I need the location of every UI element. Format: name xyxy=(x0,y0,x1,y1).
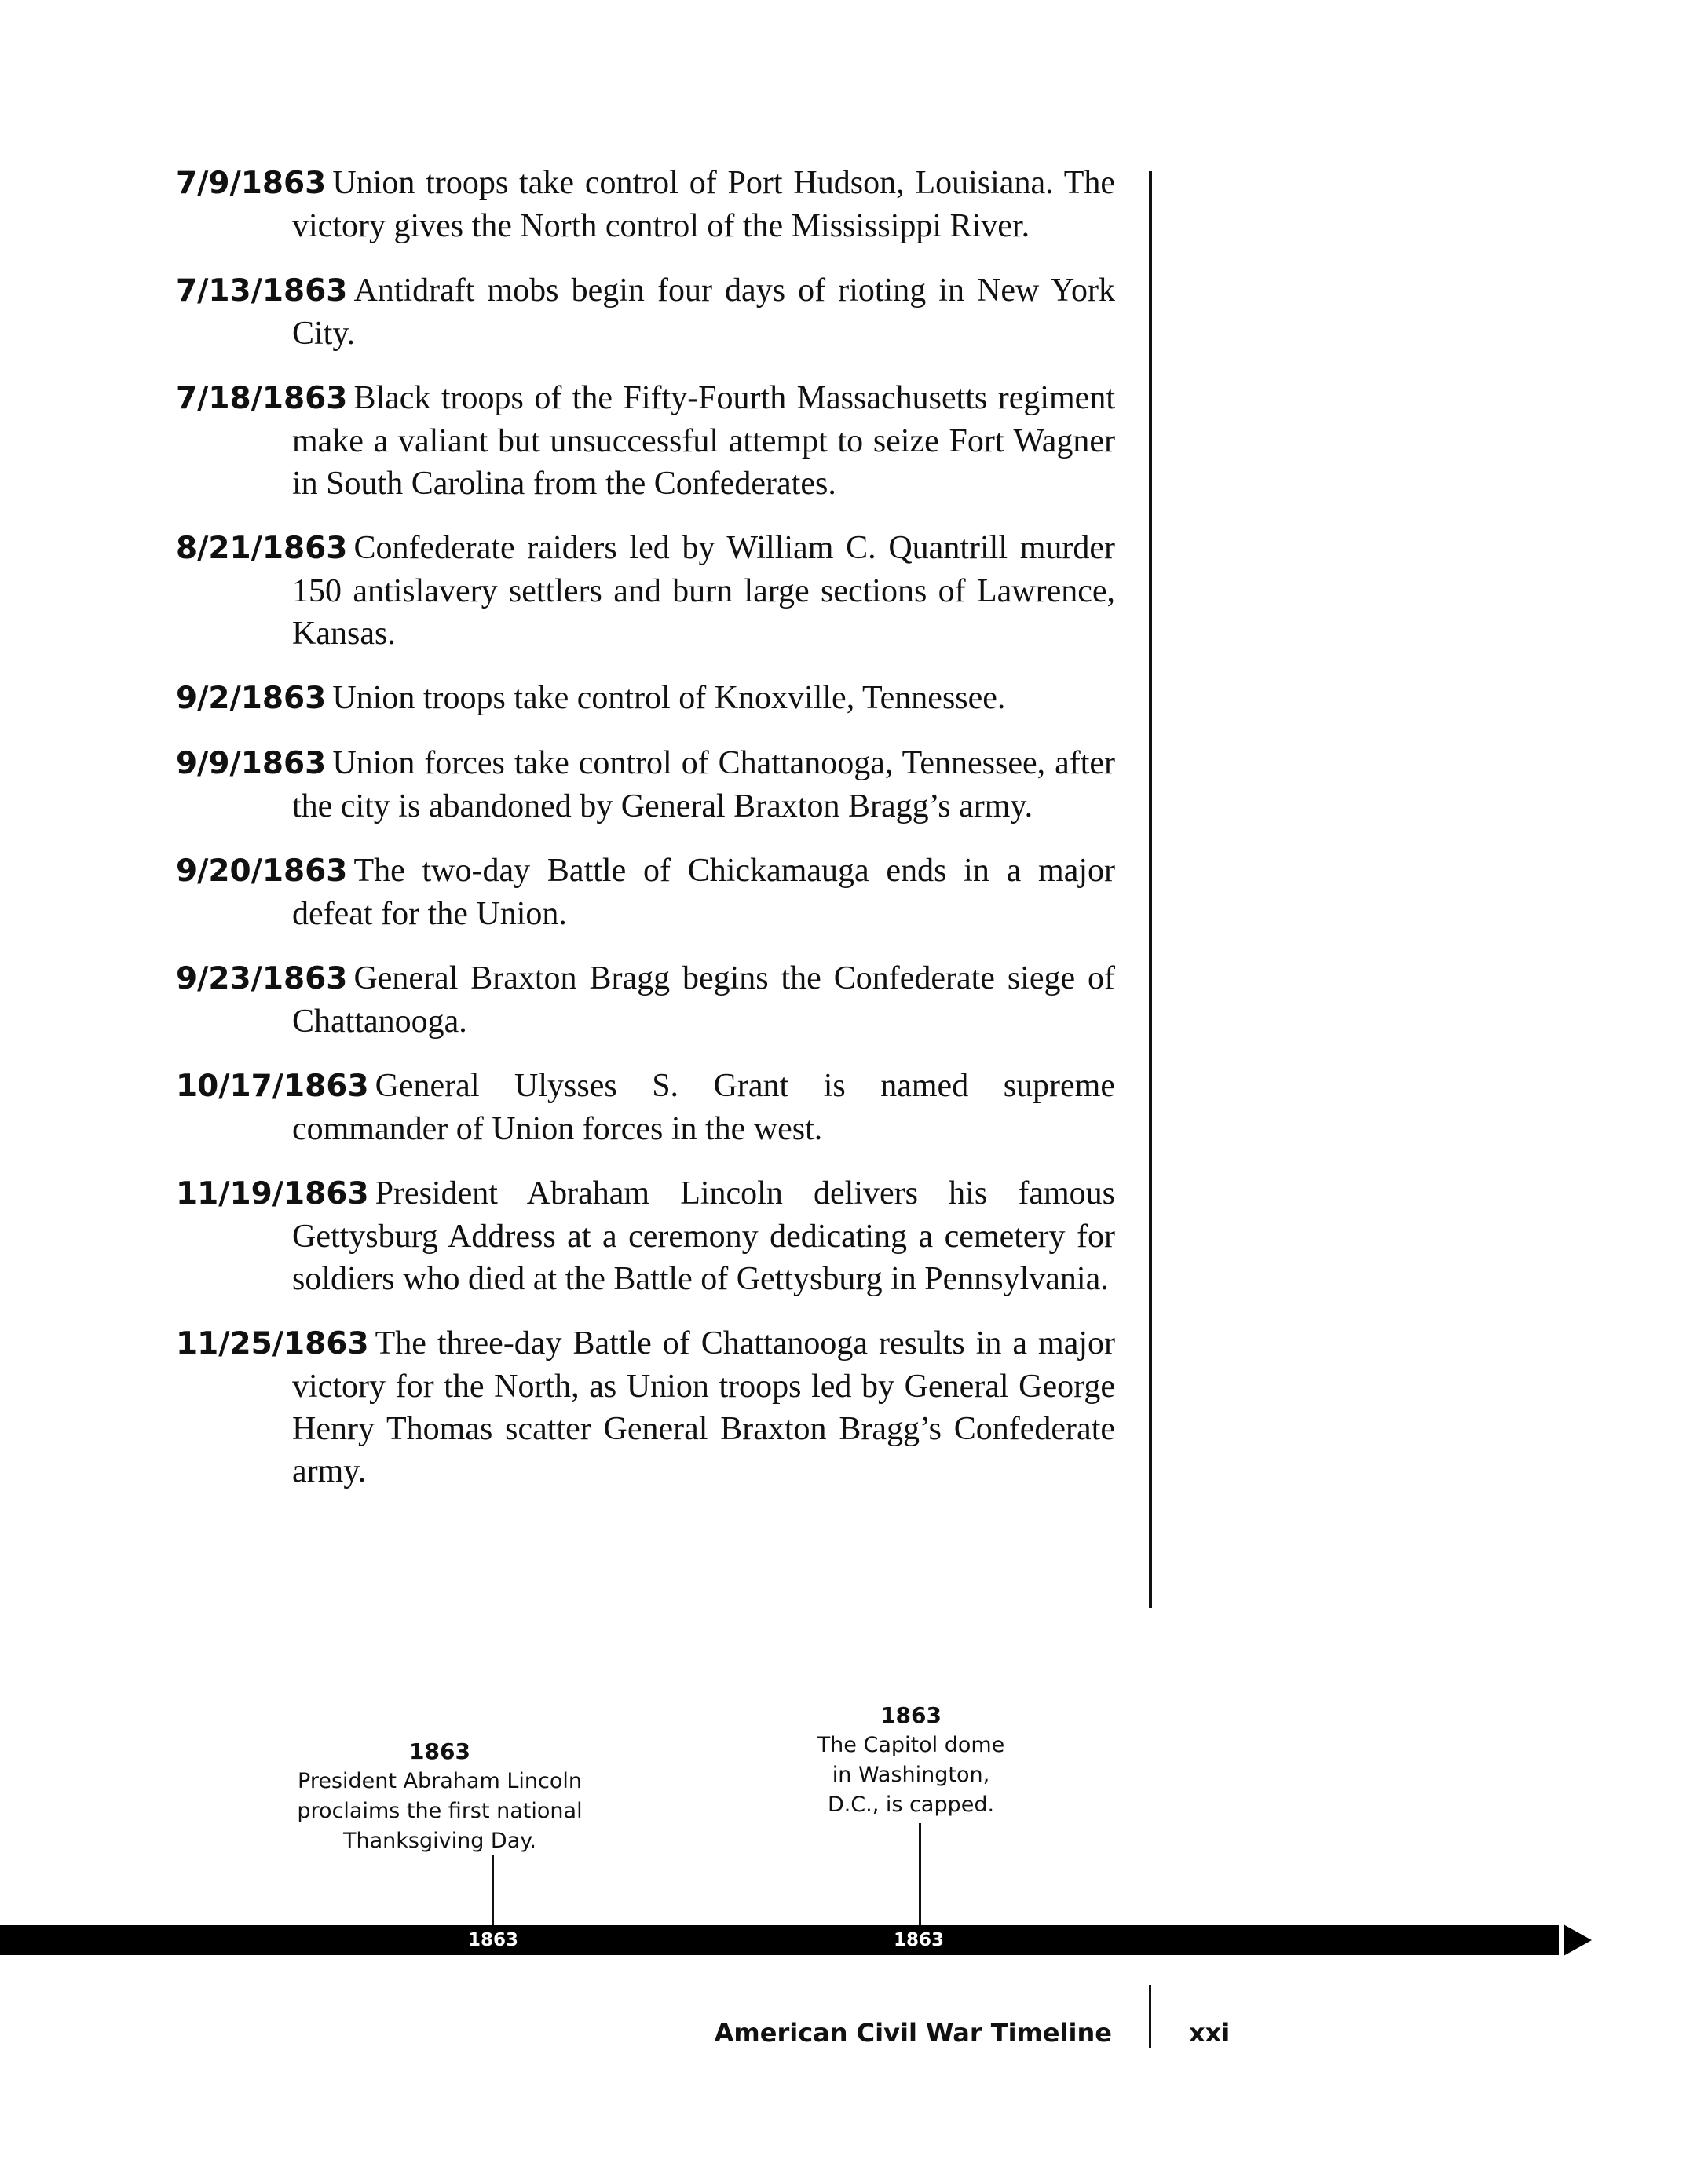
entry-date: 7/13/1863 xyxy=(176,273,348,309)
entry-text: General Ulysses S. Grant is named supreme commander of Union forces in the west. xyxy=(292,1068,1115,1147)
page-number: xxi xyxy=(1189,2018,1231,2048)
timeline-entry xyxy=(176,742,1115,828)
callout-line: D.C., is capped. xyxy=(827,1793,995,1817)
entry-date: 11/19/1863 xyxy=(176,1176,369,1212)
callout-year: 1863 xyxy=(880,1702,942,1728)
timeline-entry xyxy=(176,1322,1115,1493)
entry-text: Black troops of the Fifty-Fourth Massachusetts regiment make a valiant but unsuccessful attempt to seize Fort Wagner in South Carolina from the Confederates. xyxy=(292,380,1115,502)
timeline-entry xyxy=(176,269,1115,355)
entry-text: The two-day Battle of Chickamauga ends in a major defeat for the Union. xyxy=(292,853,1115,932)
running-footer-title: American Civil War Timeline xyxy=(714,2018,1112,2048)
callout-line: Thanksgiving Day. xyxy=(343,1829,536,1853)
column-divider xyxy=(1149,171,1152,1608)
entry-date: 8/21/1863 xyxy=(176,531,348,566)
timeline-tick xyxy=(919,1823,921,1927)
timeline-entry xyxy=(176,850,1115,935)
timeline-callout-capitol-dome xyxy=(785,1701,1037,1820)
timeline-entries xyxy=(176,162,1115,1515)
timeline-entry xyxy=(176,377,1115,505)
callout-line: in Washington, xyxy=(832,1763,990,1787)
entry-date: 11/25/1863 xyxy=(176,1326,369,1361)
entry-date: 10/17/1863 xyxy=(176,1069,369,1104)
timeline-entry xyxy=(176,957,1115,1043)
timeline-entry xyxy=(176,677,1115,720)
entry-text: The three-day Battle of Chattanooga results in a major victory for the North, as Union troops led by General George Henry Thomas scatter General Braxton Bragg’s Confederate army. xyxy=(292,1325,1115,1489)
timeline-bar xyxy=(0,1925,1559,1955)
entry-date: 9/20/1863 xyxy=(176,853,348,889)
timeline-bar-label: 1863 xyxy=(468,1930,519,1950)
entry-date: 7/9/1863 xyxy=(176,166,327,201)
callout-line: proclaims the first national xyxy=(297,1799,583,1823)
entry-date: 9/23/1863 xyxy=(176,961,348,996)
timeline-entry xyxy=(176,527,1115,655)
timeline-tick xyxy=(492,1855,494,1927)
entry-text: Antidraft mobs begin four days of rioting in New York City. xyxy=(292,272,1115,352)
footer-divider xyxy=(1149,1985,1151,2048)
entry-text: President Abraham Lincoln delivers his famous Gettysburg Address at a ceremony dedicating a cemetery for soldiers who died at the Battle of Gettysburg in Pennsylvania. xyxy=(292,1175,1115,1297)
timeline-bar-label: 1863 xyxy=(894,1930,945,1950)
entry-text: Confederate raiders led by William C. Quantrill murder 150 antislavery settlers and burn large sections of Lawrence, Kansas. xyxy=(292,530,1115,652)
entry-text: Union troops take control of Knoxville, Tennessee. xyxy=(332,680,1006,716)
entry-text: General Braxton Bragg begins the Confederate siege of Chattanooga. xyxy=(292,960,1115,1040)
timeline-callout-thanksgiving xyxy=(279,1737,601,1856)
timeline-entry xyxy=(176,1172,1115,1300)
entry-text: Union forces take control of Chattanooga, Tennessee, after the city is abandoned by General Braxton Bragg’s army. xyxy=(292,745,1115,824)
timeline-entry xyxy=(176,1065,1115,1150)
callout-line: President Abraham Lincoln xyxy=(298,1769,582,1793)
entry-date: 9/2/1863 xyxy=(176,681,327,716)
entry-date: 7/18/1863 xyxy=(176,381,348,416)
entry-text: Union troops take control of Port Hudson, Louisiana. The victory gives the North control of the Mississippi River. xyxy=(292,165,1115,244)
callout-year: 1863 xyxy=(409,1738,470,1764)
timeline-entry xyxy=(176,162,1115,247)
entry-date: 9/9/1863 xyxy=(176,746,327,781)
timeline-arrow-icon xyxy=(1564,1924,1592,1956)
callout-line: The Capitol dome xyxy=(817,1733,1005,1757)
